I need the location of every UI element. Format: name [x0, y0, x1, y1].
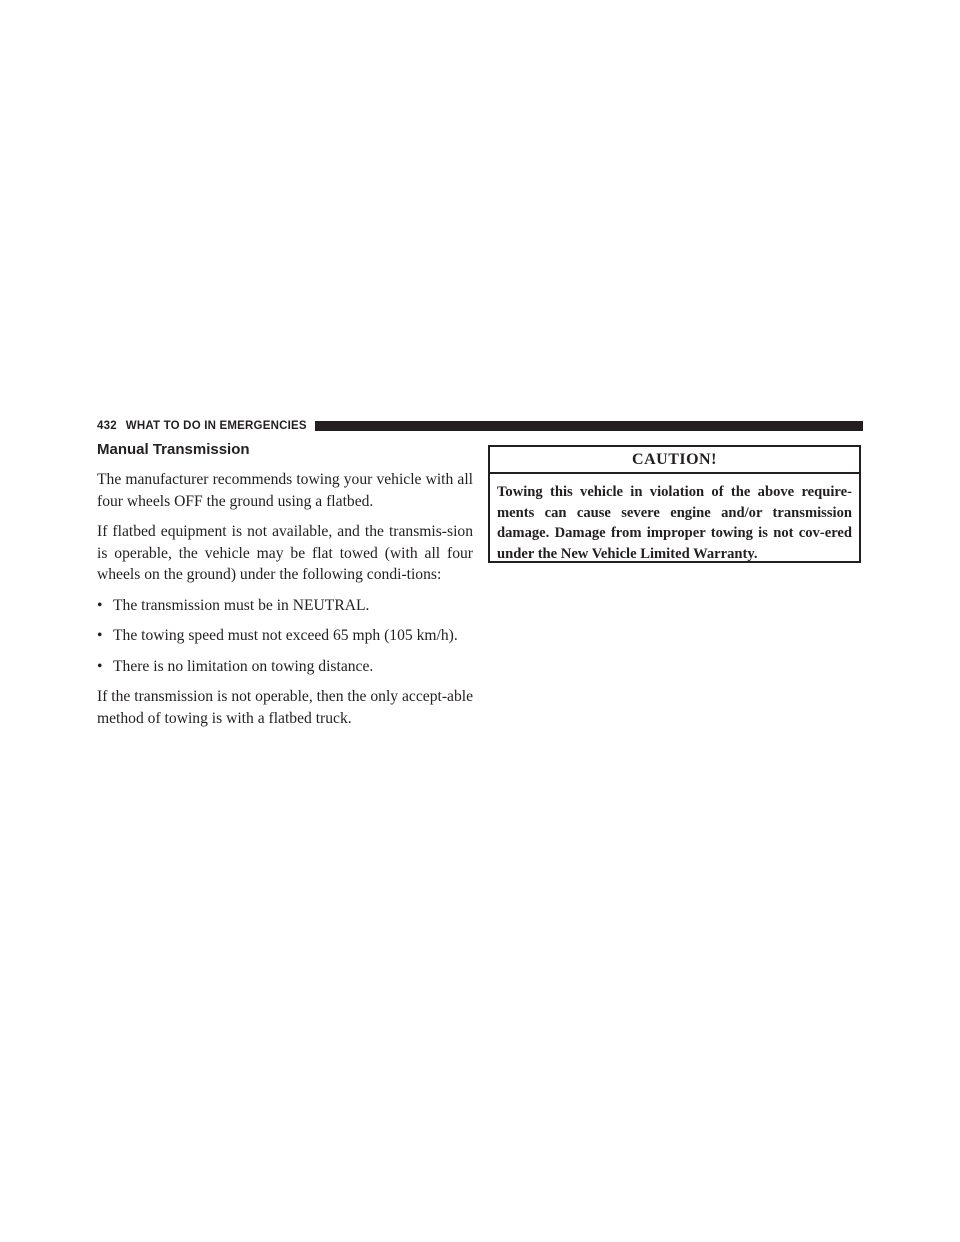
bullet-icon: •: [97, 596, 103, 614]
paragraph: If the transmission is not operable, then the only accept-able method of towing is with a flatbed truck.: [97, 688, 473, 727]
left-column: [97, 440, 473, 738]
section-heading: Manual Transmission: [97, 441, 250, 458]
list-item: [97, 625, 473, 647]
list-item: [97, 595, 473, 617]
bullet-icon: •: [97, 627, 103, 644]
paragraph: If flatbed equipment is not available, and the transmis-sion is operable, the vehicle may be flat towed (with all four wheels on the ground) under the following condi-tions:: [97, 523, 473, 583]
list-item-text: The towing speed must not exceed 65 mph (105 km/h).: [113, 627, 458, 644]
caution-text: Towing this vehicle in violation of the above require-ments can cause severe engine and/or transmission damage. Damage from improper towing is not cov-ered under the New Vehicle Limited Warranty.: [497, 484, 852, 562]
header-rule: [315, 421, 863, 431]
paragraph: The manufacturer recommends towing your vehicle with all four wheels OFF the ground using a flatbed.: [97, 471, 473, 510]
caution-title: CAUTION!: [490, 447, 859, 474]
list-item-text: The transmission must be in NEUTRAL.: [113, 596, 370, 614]
page-header: [97, 419, 863, 433]
page-number: 432: [97, 420, 117, 432]
bullet-icon: •: [97, 657, 103, 675]
caution-box: [488, 445, 861, 563]
list-item-text: There is no limitation on towing distance.: [113, 657, 374, 675]
list-item: [97, 656, 473, 678]
section-title: WHAT TO DO IN EMERGENCIES: [125, 420, 307, 432]
